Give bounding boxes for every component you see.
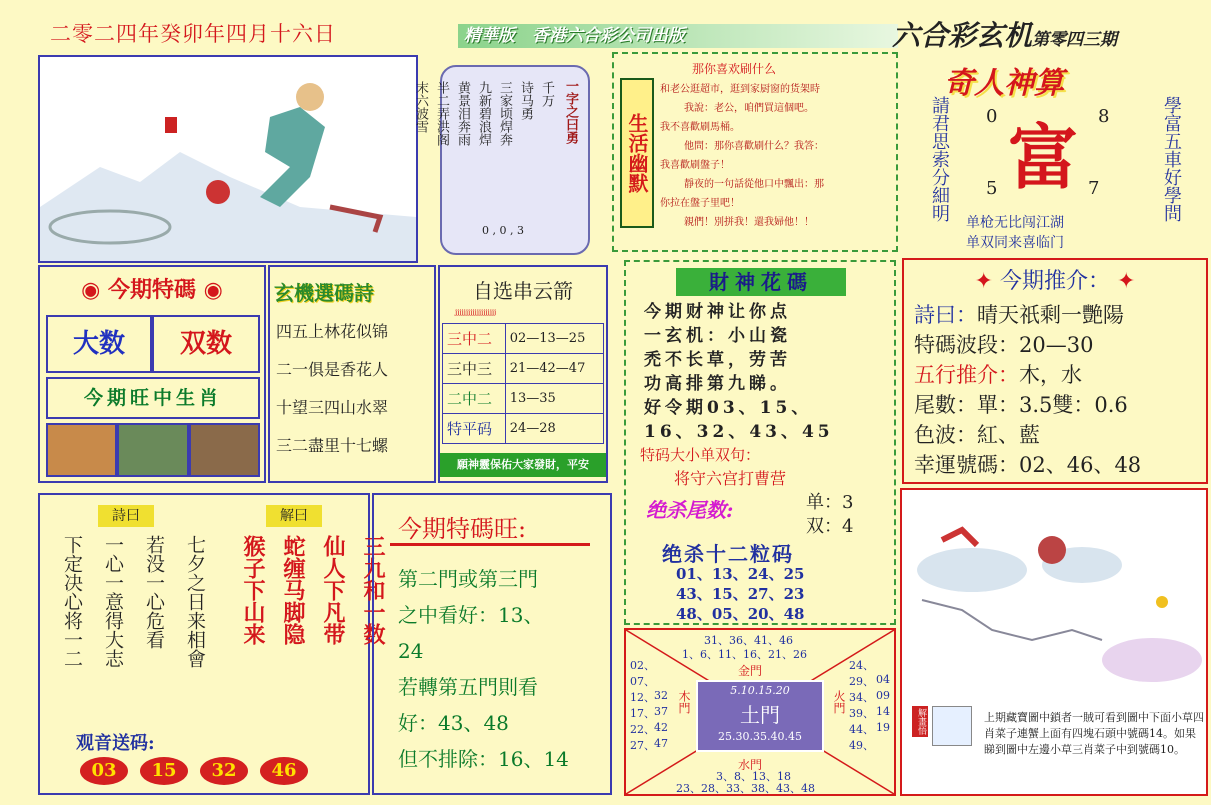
zodiac-label: 今期旺中生肖 xyxy=(46,377,260,419)
scroll-column: 千万 xyxy=(539,81,554,107)
gate-top-nums1: 31、36、41、46 xyxy=(704,634,793,647)
table-row: 特平码 24—28 xyxy=(443,414,604,444)
humor-line: 我說：老公，咱們買這個吧。 xyxy=(684,103,814,114)
humor-line: 他問：那你喜歡刷什么？我答： xyxy=(684,141,824,152)
humor-line: 靜夜的一句話從他口中飄出：那 xyxy=(684,179,824,190)
kill-tail-single: 单：3 xyxy=(806,492,854,513)
guanyin-balls xyxy=(80,757,320,785)
tujie-text: 上期藏寶圖中鎖者一賊可看到圖中下面小草四肖菜子連蟹上面有四塊石頭中號碼14。如果睇到圖中左邊小草三肖菜子中到號碼10。 xyxy=(984,711,1204,756)
wang-divider xyxy=(390,543,590,546)
gate-left-col2: 32 37 42 47 xyxy=(654,689,668,750)
caishen-title: 財神花碼 xyxy=(676,268,846,296)
issue-number: 第零四三期 xyxy=(1032,30,1118,50)
gate-right-col2: 04 09 14 19 xyxy=(876,673,890,734)
xuanji-title: 玄機選碼詩 xyxy=(274,281,374,305)
recommend-title: ✦ 今期推介： ✦ xyxy=(974,269,1136,294)
tujie-box xyxy=(900,488,1208,796)
humor-box xyxy=(612,52,898,252)
jie-columns xyxy=(236,535,390,645)
big-number-cell: 大数 xyxy=(46,315,152,373)
oracle-big-char: 富 xyxy=(1008,116,1078,199)
scroll-side-title: 一字之曰勇 xyxy=(563,79,578,144)
xuanji-box xyxy=(268,265,436,483)
caishen-box xyxy=(624,260,896,625)
recommend-row: 特碼波段：20—30 xyxy=(914,333,1094,357)
caishen-text: 今期财神让你点 一玄机：小山瓷 禿不长草，劳苦 功高排第九睇。 好令期03、15、 16、32、43、45 xyxy=(644,302,834,442)
jie-column: 猴子下山来 xyxy=(240,535,266,645)
gate-water: 水門 xyxy=(738,758,763,772)
shi-column: 下定决心将一二 xyxy=(61,535,83,668)
tujie-label: 解畫悟 xyxy=(912,706,928,737)
shi-label: 詩曰 xyxy=(98,505,154,527)
earth-label: 土門 xyxy=(740,703,780,727)
scroll-footer: 0 , 0 , 3 xyxy=(482,224,524,237)
humor-title: 那你喜欢刷什么 xyxy=(692,62,777,76)
recommend-row: 尾數：單：3.5雙：0.6 xyxy=(914,393,1128,417)
shi-column: 一心一意得大志 xyxy=(102,535,124,668)
xuanji-line: 三二盡里十七螺 xyxy=(276,436,389,455)
kill-tail-label: 绝杀尾数: xyxy=(646,498,734,522)
birds-picture xyxy=(902,490,1206,690)
humor-text xyxy=(660,80,896,232)
recommend-row: 五行推介：木，水 xyxy=(914,363,1082,387)
table-row: 二中二 13—35 xyxy=(443,384,604,414)
recommend-box xyxy=(902,258,1208,484)
jie-label: 解曰 xyxy=(266,505,322,527)
table-row: 三中二 02—13—25 xyxy=(443,324,604,354)
brand-title: 六合彩玄机第零四三期 xyxy=(892,19,1118,52)
gate-bottom2: 23、28、33、38、43、48 xyxy=(676,782,815,795)
illustration-skating xyxy=(38,55,418,263)
oracle-number: 0 xyxy=(986,106,998,127)
gate-left-col1: 02、 07、 12、 17、 22、 27、 xyxy=(630,659,655,752)
earth-top-nums: 5.10.15.20 xyxy=(730,684,790,697)
issue-date: 二零二四年癸卯年四月十六日 xyxy=(50,22,336,46)
kill-tail-double: 双：4 xyxy=(806,516,854,537)
table-row: 三中三 21—42—47 xyxy=(443,354,604,384)
earth-bottom-nums: 25.30.35.40.45 xyxy=(718,730,802,743)
skater-picture xyxy=(40,57,416,261)
gate-fire: 火門 xyxy=(832,690,846,714)
humor-line: 你拉在盤子里吧！ xyxy=(660,198,740,209)
earth-gate xyxy=(696,680,824,752)
shi-column: 若没一心危看 xyxy=(143,535,165,649)
number-ball: 03 xyxy=(80,757,128,785)
kill12-numbers: 01、13、24、25 43、15、27、23 48、05、20、48 xyxy=(676,565,805,623)
poem-box xyxy=(38,493,386,795)
humor-label: 生活幽默 xyxy=(620,78,654,228)
xuanji-line: 二一俱是香花人 xyxy=(276,360,389,379)
jie-column: 蛇缠马脚隐 xyxy=(280,535,306,645)
shi-columns xyxy=(58,535,208,668)
xuanji-lines xyxy=(276,313,388,465)
scroll-column: 半二弄洪阁 xyxy=(434,81,449,146)
hint-title: 特码大小单双句： xyxy=(640,446,761,464)
recommend-rows xyxy=(914,300,1141,480)
gate-wood: 木門 xyxy=(677,690,691,714)
monkey-icon xyxy=(46,423,117,477)
guanyin-label: 观音送码: xyxy=(76,733,155,754)
jie-column: 三九和一数 xyxy=(360,535,386,645)
oracle-number: 7 xyxy=(1088,178,1100,199)
humor-line: 我喜歡刷盤子！ xyxy=(660,160,730,171)
special-code-box xyxy=(38,265,266,483)
book-icon xyxy=(932,706,972,746)
humor-line: 我不喜歡刷馬桶。 xyxy=(660,122,740,133)
edition-banner xyxy=(458,24,898,48)
kill12-title: 绝杀十二粒码 xyxy=(662,542,794,566)
jie-column: 仙人下凡带 xyxy=(320,535,346,645)
hint-text: 将守六宫打曹营 xyxy=(674,469,787,488)
gates-box xyxy=(624,628,896,796)
arrow-deco: ⱼⱼⱼⱼⱼⱼⱼⱼⱼⱼⱼⱼⱼⱼⱼⱼⱼⱼⱼ xyxy=(454,303,496,317)
wang-title: 今期特碼旺: xyxy=(398,515,527,543)
arrow-title: 自选串云箭 xyxy=(473,279,573,303)
special-title: ◉ 今期特碼 ◉ xyxy=(81,277,223,303)
xuanji-line: 四五上林花似锦 xyxy=(276,322,389,341)
oracle-number: 5 xyxy=(986,178,998,199)
poem-scroll xyxy=(413,65,590,255)
dog-icon xyxy=(189,423,260,477)
humor-line: 親們！別拼我！還我婦他！！ xyxy=(684,217,814,228)
recommend-row: 色波：紅、藍 xyxy=(914,423,1040,447)
arrow-footer: 願神靈保佑大家發財，平安 xyxy=(440,453,606,477)
even-number-cell: 双数 xyxy=(152,315,260,373)
oracle-number: 8 xyxy=(1098,106,1110,127)
recommend-row: 幸運號碼：02、46、48 xyxy=(914,453,1142,477)
arrow-box xyxy=(438,265,608,483)
shi-column: 七夕之日来相會 xyxy=(184,535,206,668)
scroll-column: 三家顷焊奔 xyxy=(497,81,512,146)
xuanji-line: 十望三四山水翠 xyxy=(276,398,389,417)
scroll-column: 九新碧浪焊 xyxy=(476,81,491,146)
scroll-columns xyxy=(411,81,556,146)
gate-metal: 金門 xyxy=(738,664,763,678)
scroll-column: 黄景泪奔雨 xyxy=(455,81,470,146)
zodiac-images xyxy=(46,423,260,477)
number-ball: 15 xyxy=(140,757,188,785)
gate-bottom1: 3、8、13、18 xyxy=(716,770,791,783)
scroll-column: 末六波雪 xyxy=(413,81,428,133)
oracle-line: 单枪无比闯江湖 xyxy=(966,215,1064,231)
wang-box xyxy=(372,493,612,795)
oracle-right-column: 學富五車好學問 xyxy=(1161,96,1182,222)
scroll-column: 诗马勇 xyxy=(518,81,533,120)
dragon-icon xyxy=(117,423,188,477)
oracle-left-column: 請君思索分細明 xyxy=(929,96,950,222)
oracle-box xyxy=(908,52,1204,252)
arrow-table xyxy=(442,323,604,444)
recommend-row: 詩曰：晴天祇剩一艷陽 xyxy=(914,303,1124,327)
wang-lines: 第二門或第三門 之中看好：13、 24 若轉第五門則看 好：43、48 但不排除：16、14 xyxy=(398,567,569,771)
number-ball: 46 xyxy=(260,757,308,785)
gate-right-col1: 24、 29、 34、 39、 44、 49、 xyxy=(849,659,874,752)
oracle-title: 奇人神算 xyxy=(944,66,1064,101)
number-ball: 32 xyxy=(200,757,248,785)
humor-line: 和老公逛超市，逛到家厨窗的货架時 xyxy=(660,84,820,95)
oracle-line: 单双同来喜临门 xyxy=(966,235,1064,251)
gate-top-nums2: 1、6、11、16、21、26 xyxy=(682,648,807,661)
edition-text: 精華版 香港六合彩公司出版 xyxy=(464,26,685,46)
